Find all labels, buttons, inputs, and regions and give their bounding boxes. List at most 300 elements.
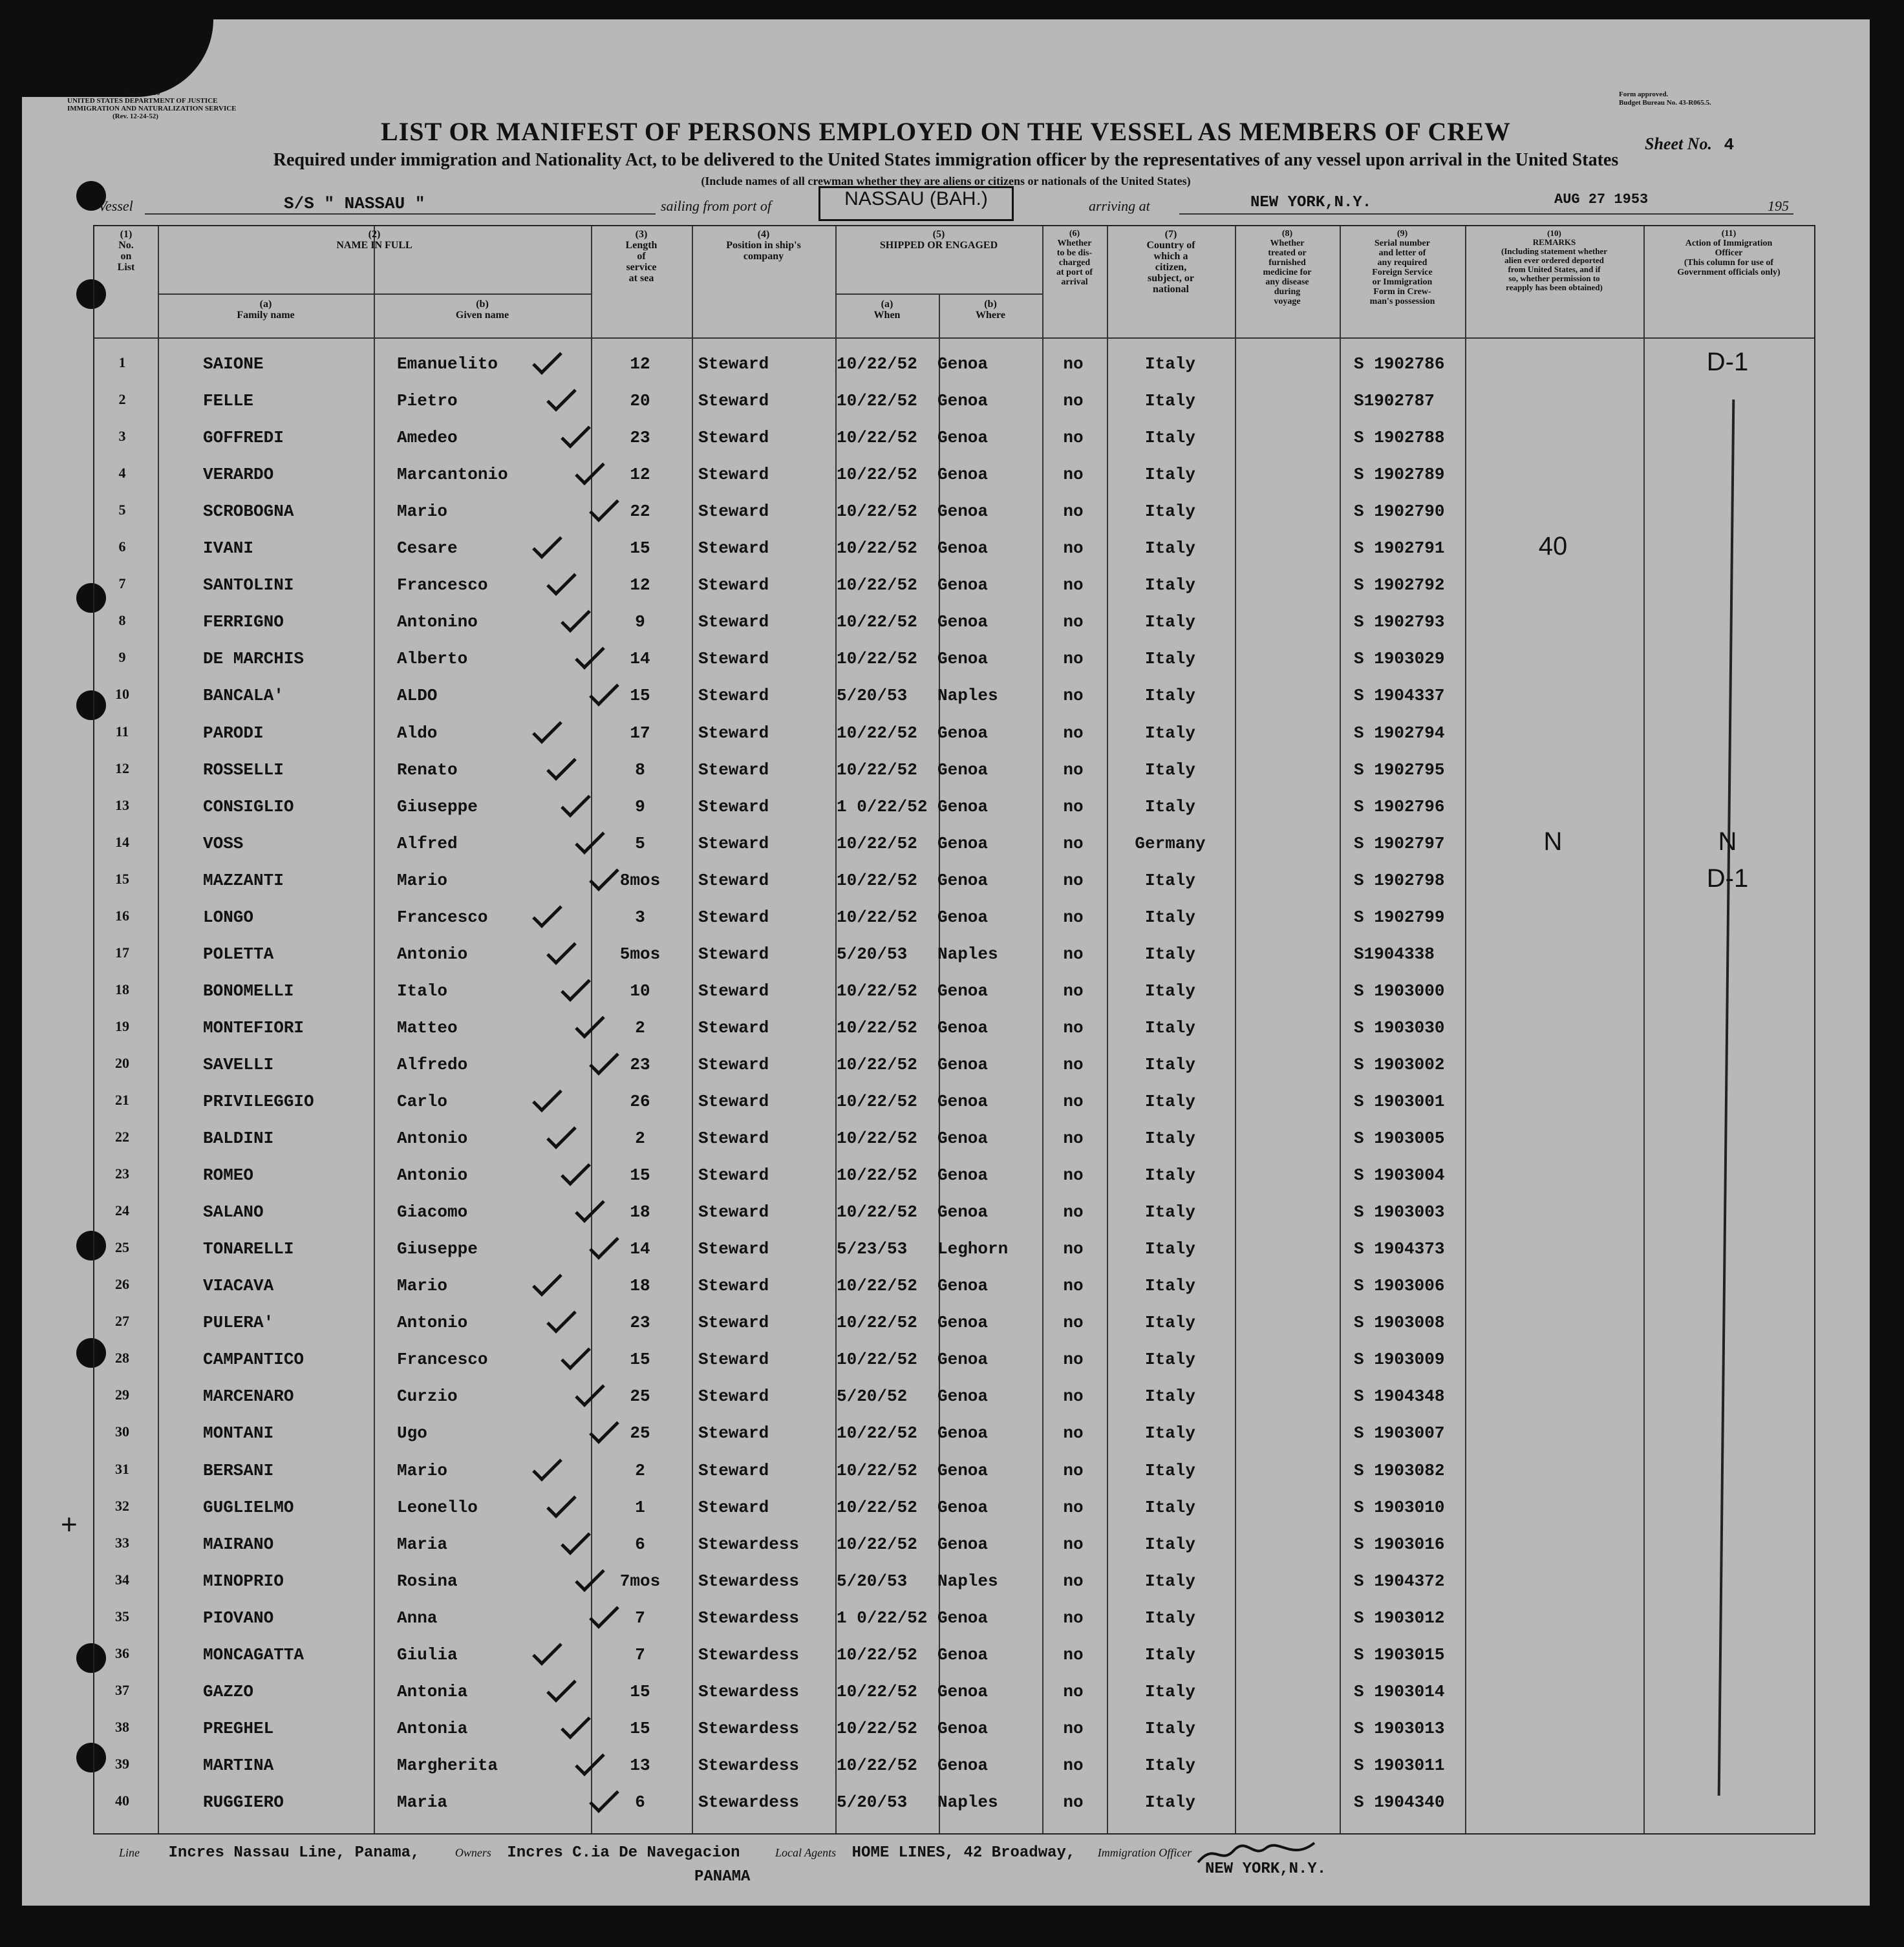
- cell-position: Steward: [698, 1387, 769, 1407]
- cell-when: 10/22/52: [837, 538, 917, 559]
- cell-family: MARCENARO: [203, 1387, 294, 1407]
- cell-no: 20: [115, 1054, 129, 1071]
- cell-no: 39: [115, 1755, 129, 1772]
- cell-length: 25: [630, 1423, 650, 1443]
- cell-family: RUGGIERO: [203, 1792, 284, 1812]
- cell-family: PIOVANO: [203, 1608, 274, 1628]
- cell-where: Genoa: [937, 1460, 989, 1480]
- cell-when: 10/22/52: [837, 612, 917, 632]
- cell-family: LONGO: [203, 907, 254, 927]
- cell-country: Italy: [1144, 1276, 1195, 1296]
- cell-given: Giuseppe: [397, 1239, 478, 1259]
- cell-given: Curzio: [397, 1387, 458, 1407]
- cell-length: 5: [635, 833, 645, 853]
- cell-where: Genoa: [937, 575, 989, 595]
- cell-no: 21: [115, 1092, 129, 1108]
- cell-serial: S 1902798: [1354, 870, 1445, 890]
- cell-position: Steward: [698, 1202, 769, 1222]
- cell-discharged: no: [1063, 538, 1084, 559]
- budget-number: Budget Bureau No. 43-R065.5.: [1619, 99, 1711, 107]
- cell-given: Ugo: [397, 1423, 427, 1443]
- cell-country: Italy: [1144, 723, 1195, 743]
- table-row: [93, 1712, 1813, 1749]
- table-row: [93, 532, 1813, 569]
- table-row: [93, 1676, 1813, 1712]
- cell-given: Leonello: [397, 1497, 478, 1517]
- cell-discharged: no: [1063, 723, 1084, 743]
- table-row: [93, 1380, 1813, 1417]
- cell-where: Genoa: [937, 502, 989, 522]
- cell-given: Rosina: [397, 1571, 458, 1591]
- year-suffix: 195: [1768, 198, 1789, 214]
- table-row: [93, 1565, 1813, 1602]
- cell-position: Steward: [698, 833, 769, 853]
- table-row: [93, 901, 1813, 938]
- cell-where: Genoa: [937, 428, 989, 448]
- cell-country: Italy: [1144, 1165, 1195, 1186]
- table-row: [93, 1085, 1813, 1122]
- cell-no: 7: [118, 575, 126, 592]
- cell-serial: S 1903005: [1354, 1129, 1445, 1149]
- cell-country: Italy: [1144, 1792, 1195, 1812]
- cell-position: Steward: [698, 354, 769, 374]
- check-mark: [561, 1341, 591, 1371]
- cell-discharged: no: [1063, 1239, 1084, 1259]
- cell-serial: S 1903007: [1354, 1423, 1445, 1443]
- cell-length: 15: [630, 538, 650, 559]
- vessel-name: S/S " NASSAU ": [284, 194, 425, 213]
- cell-position: Stewardess: [698, 1792, 800, 1812]
- cell-when: 10/22/52: [837, 428, 917, 448]
- cell-where: Genoa: [937, 1313, 989, 1333]
- cell-where: Genoa: [937, 1092, 989, 1111]
- header-length: (3) Length of service at sea: [625, 229, 658, 284]
- cell-when: 10/22/52: [837, 1202, 917, 1222]
- cell-where: Genoa: [937, 354, 989, 374]
- cell-position: Steward: [698, 428, 769, 448]
- cell-action: D-1: [1706, 864, 1749, 893]
- cell-given: Cesare: [397, 538, 458, 559]
- table-row: [93, 1528, 1813, 1565]
- cell-given: Mario: [397, 870, 448, 890]
- cell-given: Pietro: [397, 391, 458, 411]
- cell-position: Stewardess: [698, 1534, 800, 1554]
- cell-country: Italy: [1144, 686, 1195, 706]
- cell-no: 5: [118, 502, 126, 518]
- cell-length: 8: [635, 760, 645, 780]
- cell-when: 10/22/52: [837, 1165, 917, 1186]
- cell-given: Francesco: [397, 1350, 488, 1370]
- cell-family: FELLE: [203, 391, 254, 411]
- cell-position: Steward: [698, 1350, 769, 1370]
- owners-city: PANAMA: [694, 1868, 751, 1886]
- cell-no: 27: [115, 1313, 129, 1330]
- cell-no: 6: [118, 538, 126, 555]
- cell-no: 29: [115, 1387, 129, 1403]
- check-mark: [561, 603, 591, 633]
- cell-when: 10/22/52: [837, 1350, 917, 1370]
- cell-position: Steward: [698, 796, 769, 816]
- cell-where: Genoa: [937, 465, 989, 485]
- header-action: (11) Action of Immigration Officer (This column for use of Government officials only): [1677, 229, 1781, 277]
- cell-length: 9: [635, 612, 645, 632]
- cell-country: Italy: [1144, 1313, 1195, 1333]
- cell-given: Giacomo: [397, 1202, 468, 1222]
- cell-discharged: no: [1063, 575, 1084, 595]
- owners-value: Incres C.ia De Navegacion: [507, 1844, 740, 1862]
- form-number: Form I-480: [125, 89, 160, 97]
- cell-remark: N: [1543, 827, 1563, 856]
- table-row: [93, 1343, 1813, 1380]
- cell-no: 32: [115, 1497, 129, 1514]
- cell-given: Italo: [397, 981, 448, 1001]
- table-row: [93, 495, 1813, 532]
- cell-country: Italy: [1144, 1571, 1195, 1591]
- cell-given: Antonia: [397, 1718, 468, 1738]
- header-given-name: (b) Given name: [455, 299, 509, 321]
- cell-no: 11: [115, 723, 129, 739]
- cell-when: 10/22/52: [837, 907, 917, 927]
- cell-serial: S 1903015: [1354, 1644, 1445, 1665]
- header-country: (7) Country of which a citizen, subject, or national: [1146, 229, 1195, 295]
- cell-family: ROSSELLI: [203, 760, 284, 780]
- cell-given: Renato: [397, 760, 458, 780]
- cell-when: 10/22/52: [837, 1460, 917, 1480]
- cell-where: Genoa: [937, 833, 989, 853]
- cell-family: GAZZO: [203, 1681, 254, 1701]
- table-row: [93, 1749, 1813, 1786]
- cell-length: 7mos: [619, 1571, 661, 1591]
- cell-country: Italy: [1144, 465, 1195, 485]
- cell-no: 9: [118, 649, 126, 666]
- cell-where: Genoa: [937, 1534, 989, 1554]
- cell-when: 5/23/53: [837, 1239, 908, 1259]
- cell-country: Italy: [1144, 1755, 1195, 1775]
- cell-serial: S 1903004: [1354, 1165, 1445, 1186]
- cell-discharged: no: [1063, 1460, 1084, 1480]
- cell-when: 10/22/52: [837, 391, 917, 411]
- cell-length: 6: [635, 1534, 645, 1554]
- cell-position: Steward: [698, 1276, 769, 1296]
- cell-discharged: no: [1063, 944, 1084, 964]
- table-row: [93, 569, 1813, 606]
- cell-family: BALDINI: [203, 1129, 274, 1149]
- cell-no: 35: [115, 1608, 129, 1624]
- cell-when: 1 0/22/52: [837, 1608, 928, 1628]
- cell-discharged: no: [1063, 870, 1084, 890]
- page-subnote: (Include names of all crewman whether they are aliens or citizens or nationals of the United States): [701, 175, 1191, 187]
- cell-serial: S 1903006: [1354, 1276, 1445, 1296]
- cell-position: Steward: [698, 1239, 769, 1259]
- cell-serial: S 1902797: [1354, 833, 1445, 853]
- cell-where: Leghorn: [937, 1239, 1009, 1259]
- cell-serial: S 1903001: [1354, 1092, 1445, 1111]
- cell-when: 10/22/52: [837, 1497, 917, 1517]
- check-mark: [561, 1709, 591, 1740]
- cell-given: Francesco: [397, 907, 488, 927]
- cell-given: Alfred: [397, 833, 458, 853]
- cell-family: MINOPRIO: [203, 1571, 284, 1591]
- cell-where: Naples: [937, 1571, 998, 1591]
- cell-discharged: no: [1063, 428, 1084, 448]
- cell-position: Stewardess: [698, 1644, 800, 1665]
- cell-serial: S 1904372: [1354, 1571, 1445, 1591]
- cell-serial: S1904338: [1354, 944, 1435, 964]
- cell-length: 15: [630, 1681, 650, 1701]
- cell-given: Antonio: [397, 944, 468, 964]
- cell-country: Italy: [1144, 575, 1195, 595]
- cell-given: Mario: [397, 1460, 448, 1480]
- cell-country: Italy: [1144, 760, 1195, 780]
- cell-where: Genoa: [937, 981, 989, 1001]
- cell-given: Aldo: [397, 723, 438, 743]
- cell-family: FERRIGNO: [203, 612, 284, 632]
- table-row: [93, 1122, 1813, 1159]
- cell-country: Italy: [1144, 1460, 1195, 1480]
- cell-given: Maria: [397, 1534, 448, 1554]
- cell-serial: S 1902791: [1354, 538, 1445, 559]
- cell-country: Italy: [1144, 1202, 1195, 1222]
- cell-when: 10/22/52: [837, 575, 917, 595]
- cell-length: 14: [630, 649, 650, 669]
- check-mark: [561, 1525, 591, 1555]
- cell-position: Stewardess: [698, 1755, 800, 1775]
- cell-length: 2: [635, 1129, 645, 1149]
- cell-no: 2: [118, 391, 126, 408]
- cell-length: 22: [630, 502, 650, 522]
- cell-country: Italy: [1144, 502, 1195, 522]
- form-approval: [1619, 90, 1711, 107]
- cell-no: 22: [115, 1129, 129, 1145]
- cell-where: Genoa: [937, 1202, 989, 1222]
- cell-length: 23: [630, 1054, 650, 1074]
- cell-when: 10/22/52: [837, 1423, 917, 1443]
- cell-family: PULERA': [203, 1313, 274, 1333]
- cell-serial: S 1902789: [1354, 465, 1445, 485]
- cell-position: Steward: [698, 612, 769, 632]
- cell-given: Antonio: [397, 1165, 468, 1186]
- cell-no: 13: [115, 796, 129, 813]
- cell-position: Steward: [698, 686, 769, 706]
- cell-no: 1: [118, 354, 126, 370]
- cell-when: 10/22/52: [837, 1092, 917, 1111]
- cell-serial: S 1903014: [1354, 1681, 1445, 1701]
- cell-when: 10/22/52: [837, 1718, 917, 1738]
- header-serial: (9) Serial number and letter of any required Foreign Service or Immigration Form in Crew- man's possession: [1369, 229, 1435, 306]
- cell-serial: S 1903029: [1354, 649, 1445, 669]
- cell-country: Italy: [1144, 354, 1195, 374]
- cell-serial: S 1903010: [1354, 1497, 1445, 1517]
- cell-family: PARODI: [203, 723, 264, 743]
- department: UNITED STATES DEPARTMENT OF JUSTICE: [67, 97, 218, 105]
- cell-family: SAIONE: [203, 354, 264, 374]
- cell-discharged: no: [1063, 1129, 1084, 1149]
- table-row: [93, 1306, 1813, 1343]
- cell-serial: S 1902793: [1354, 612, 1445, 632]
- cell-when: 10/22/52: [837, 760, 917, 780]
- cell-serial: S 1903011: [1354, 1755, 1445, 1775]
- cell-family: MAZZANTI: [203, 870, 284, 890]
- cell-where: Genoa: [937, 1387, 989, 1407]
- cell-no: 25: [115, 1239, 129, 1256]
- cell-given: Matteo: [397, 1017, 458, 1037]
- cell-family: VERARDO: [203, 465, 274, 485]
- cell-country: Italy: [1144, 1350, 1195, 1370]
- vessel-label: Vessel: [98, 198, 133, 214]
- cell-position: Steward: [698, 1054, 769, 1074]
- cell-position: Steward: [698, 723, 769, 743]
- cell-serial: S 1902795: [1354, 760, 1445, 780]
- cell-given: Marcantonio: [397, 465, 508, 485]
- cell-no: 31: [115, 1460, 129, 1477]
- cell-when: 10/22/52: [837, 723, 917, 743]
- cell-no: 23: [115, 1165, 129, 1182]
- cell-family: MONTANI: [203, 1423, 274, 1443]
- header-where: (b) Where: [976, 299, 1005, 321]
- line-value: Incres Nassau Line, Panama,: [168, 1844, 420, 1862]
- cell-length: 1: [635, 1497, 645, 1517]
- cell-no: 14: [115, 833, 129, 850]
- cell-given: Francesco: [397, 575, 488, 595]
- torn-corner: [22, 19, 213, 97]
- header-medicine: (8) Whether treated or furnished medicine for any disease during voyage: [1263, 229, 1312, 306]
- cell-where: Genoa: [937, 1718, 989, 1738]
- cell-country: Italy: [1144, 1608, 1195, 1628]
- cell-action: N: [1718, 827, 1737, 856]
- cell-where: Genoa: [937, 1054, 989, 1074]
- cell-country: Italy: [1144, 391, 1195, 411]
- cell-when: 1 0/22/52: [837, 796, 928, 816]
- cell-discharged: no: [1063, 796, 1084, 816]
- table-row: [93, 754, 1813, 791]
- cell-serial: S 1903016: [1354, 1534, 1445, 1554]
- table-row: [93, 1786, 1813, 1823]
- page-subtitle: Required under immigration and Nationality Act, to be delivered to the United States immigration officer by the representatives of any vessel upon arrival in the United States: [273, 150, 1619, 170]
- cell-position: Stewardess: [698, 1681, 800, 1701]
- cell-position: Steward: [698, 870, 769, 890]
- cell-position: Steward: [698, 1092, 769, 1111]
- cell-where: Genoa: [937, 723, 989, 743]
- cell-length: 12: [630, 465, 650, 485]
- cell-discharged: no: [1063, 1718, 1084, 1738]
- cell-country: Italy: [1144, 612, 1195, 632]
- cell-country: Italy: [1144, 907, 1195, 927]
- cell-when: 10/22/52: [837, 1755, 917, 1775]
- cell-where: Genoa: [937, 870, 989, 890]
- cell-no: 8: [118, 612, 126, 629]
- cell-position: Steward: [698, 502, 769, 522]
- cell-family: SCROBOGNA: [203, 502, 294, 522]
- port-stamp: NASSAU (BAH.): [818, 186, 1014, 221]
- cell-country: Italy: [1144, 428, 1195, 448]
- cell-no: 17: [115, 944, 129, 961]
- cell-when: 5/20/53: [837, 1571, 908, 1591]
- cell-when: 5/20/53: [837, 944, 908, 964]
- cell-serial: S 1903013: [1354, 1718, 1445, 1738]
- cell-where: Genoa: [937, 1608, 989, 1628]
- cell-where: Genoa: [937, 1350, 989, 1370]
- header-position: (4) Position in ship's company: [726, 229, 801, 262]
- cell-where: Genoa: [937, 796, 989, 816]
- cell-given: Antonino: [397, 612, 478, 632]
- table-row: [93, 827, 1813, 864]
- cell-when: 10/22/52: [837, 1129, 917, 1149]
- table-row: [93, 1270, 1813, 1306]
- check-mark: [561, 787, 591, 818]
- cell-country: Italy: [1144, 1239, 1195, 1259]
- cell-serial: S 1903002: [1354, 1054, 1445, 1074]
- arriving-label: arriving at: [1089, 198, 1150, 214]
- cell-discharged: no: [1063, 1644, 1084, 1665]
- cell-given: Alfredo: [397, 1054, 468, 1074]
- cell-country: Italy: [1144, 1092, 1195, 1111]
- cell-no: 37: [115, 1681, 129, 1698]
- cell-when: 10/22/52: [837, 465, 917, 485]
- cell-serial: S 1903008: [1354, 1313, 1445, 1333]
- table-row: [93, 1012, 1813, 1048]
- cell-position: Steward: [698, 465, 769, 485]
- cell-serial: S 1903009: [1354, 1350, 1445, 1370]
- manifest-sheet: [22, 19, 1870, 1906]
- cell-length: 23: [630, 428, 650, 448]
- cell-when: 10/22/52: [837, 833, 917, 853]
- cell-no: 18: [115, 981, 129, 997]
- cell-serial: S 1903030: [1354, 1017, 1445, 1037]
- cell-position: Steward: [698, 649, 769, 669]
- cell-given: Carlo: [397, 1092, 448, 1111]
- cell-discharged: no: [1063, 649, 1084, 669]
- cell-country: Italy: [1144, 981, 1195, 1001]
- cell-family: TONARELLI: [203, 1239, 294, 1259]
- cell-country: Italy: [1144, 1534, 1195, 1554]
- cell-when: 10/22/52: [837, 502, 917, 522]
- table-row: [93, 1048, 1813, 1085]
- cell-discharged: no: [1063, 1092, 1084, 1111]
- cell-discharged: no: [1063, 1755, 1084, 1775]
- cell-where: Genoa: [937, 1497, 989, 1517]
- cell-position: Stewardess: [698, 1571, 800, 1591]
- cell-when: 10/22/52: [837, 1681, 917, 1701]
- cell-where: Genoa: [937, 760, 989, 780]
- cell-country: Italy: [1144, 1054, 1195, 1074]
- table-row: [93, 1159, 1813, 1196]
- cell-no: 10: [115, 686, 129, 703]
- cell-discharged: no: [1063, 1571, 1084, 1591]
- cell-discharged: no: [1063, 1054, 1084, 1074]
- cell-serial: S 1902786: [1354, 354, 1445, 374]
- sheet-label: Sheet No.: [1645, 134, 1712, 153]
- cell-length: 9: [635, 796, 645, 816]
- agents-label: Local Agents: [775, 1846, 837, 1860]
- cell-serial: S 1902792: [1354, 575, 1445, 595]
- cell-where: Genoa: [937, 1681, 989, 1701]
- cell-position: Steward: [698, 981, 769, 1001]
- cell-position: Stewardess: [698, 1718, 800, 1738]
- table-row: [93, 791, 1813, 827]
- table-row: [93, 421, 1813, 458]
- cell-remark: 40: [1538, 532, 1568, 561]
- cell-length: 8mos: [619, 870, 661, 890]
- cell-when: 10/22/52: [837, 1534, 917, 1554]
- cell-country: Italy: [1144, 1423, 1195, 1443]
- cell-discharged: no: [1063, 612, 1084, 632]
- cell-length: 2: [635, 1460, 645, 1480]
- cell-serial: S 1902796: [1354, 796, 1445, 816]
- cell-when: 5/20/52: [837, 1387, 908, 1407]
- header-shipped: (5) SHIPPED OR ENGAGED: [879, 229, 998, 251]
- cell-discharged: no: [1063, 391, 1084, 411]
- header-name: (2) NAME IN FULL: [336, 229, 412, 251]
